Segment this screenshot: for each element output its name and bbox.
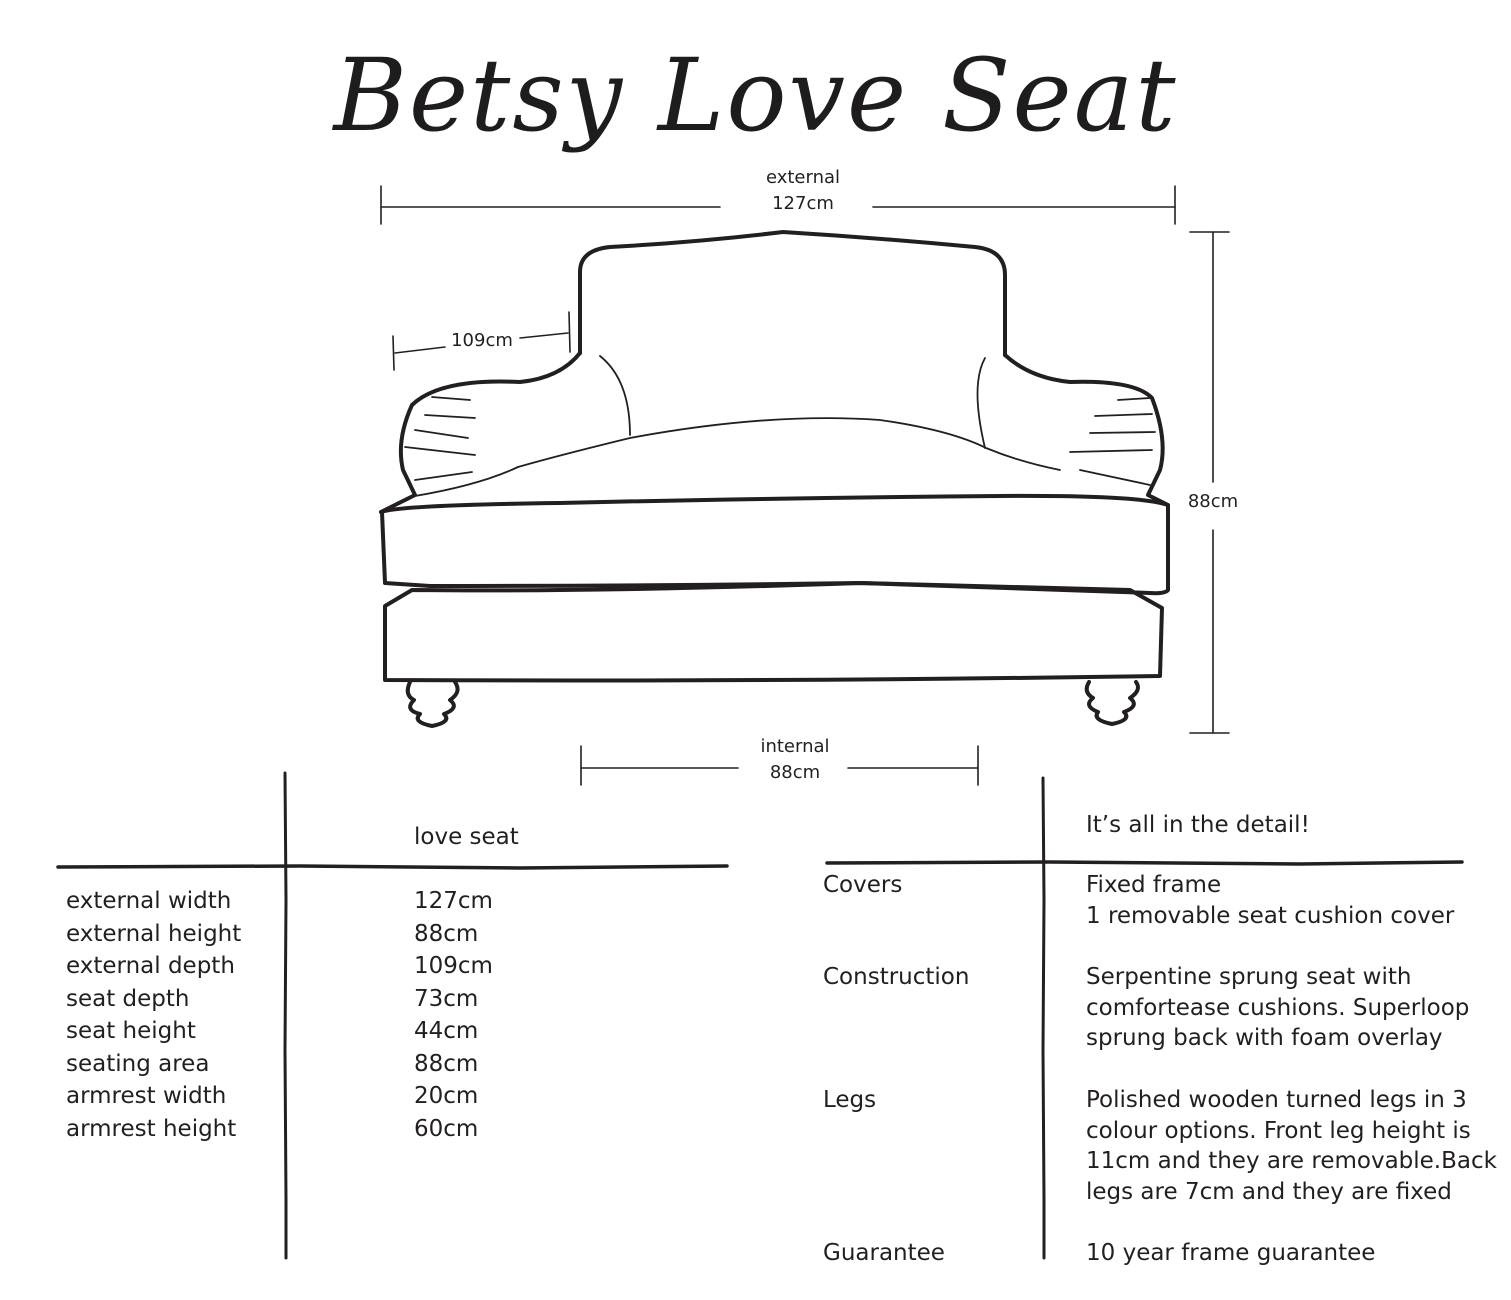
detail-label-legs: Legs [823,1087,877,1113]
detail-line: legs are 7cm and they are fixed [1086,1178,1452,1205]
spec-label: external height [66,920,242,947]
details-horizontal-rule [827,862,1462,864]
spec-label: external depth [66,953,235,979]
detail-line: sprung back with foam overlay [1086,1025,1443,1051]
detail-legs [1086,1085,1497,1207]
spec-label: armrest height [66,1115,237,1142]
spec-value: 88cm [414,1050,479,1077]
external-width-value: 127cm [772,193,834,214]
detail-line: Polished wooden turned legs in 3 [1086,1087,1467,1113]
detail-label-guarantee: Guarantee [823,1240,945,1266]
spec-value: 127cm [414,888,493,914]
detail-covers [1086,870,1454,931]
detail-line: Fixed frame [1086,872,1222,898]
detail-line: 11cm and they are removable.Back [1086,1148,1497,1174]
page-title: Betsy Love Seat [333,37,1178,154]
specs-vertical-rule [285,773,286,1258]
internal-width-value: 88cm [769,762,821,783]
spec-value: 60cm [414,1115,479,1142]
spec-label: seat height [66,1018,196,1044]
spec-value: 88cm [414,920,479,947]
spec-value: 20cm [414,1083,479,1109]
detail-line: Serpentine sprung seat with [1086,964,1412,990]
detail-guarantee [1086,1238,1375,1269]
external-label: external [765,167,841,188]
details-header: It’s all in the detail! [1086,812,1310,838]
spec-label: armrest width [66,1083,227,1109]
internal-label: internal [760,736,830,757]
spec-value: 73cm [414,985,479,1012]
spec-label: external width [66,888,232,914]
spec-value: 109cm [414,953,493,979]
detail-line: comfortease cushions. Superloop [1086,994,1470,1021]
detail-line: 1 removable seat cushion cover [1086,902,1455,929]
detail-label-covers: Covers [823,872,903,898]
detail-line: 10 year frame guarantee [1086,1240,1376,1266]
specs-horizontal-rule [58,866,727,868]
depth-value: 109cm [451,330,513,351]
specs-values [414,885,493,1145]
specs-column-header: love seat [414,824,519,850]
spec-value: 44cm [414,1018,479,1044]
spec-label: seat depth [66,985,190,1012]
detail-construction [1086,962,1469,1054]
height-value: 88cm [1187,491,1239,512]
detail-line: colour options. Front leg height is [1086,1117,1471,1144]
specs-labels [66,885,241,1145]
details-vertical-rule [1043,778,1044,1258]
spec-label: seating area [66,1050,210,1077]
detail-label-construction: Construction [823,964,970,990]
